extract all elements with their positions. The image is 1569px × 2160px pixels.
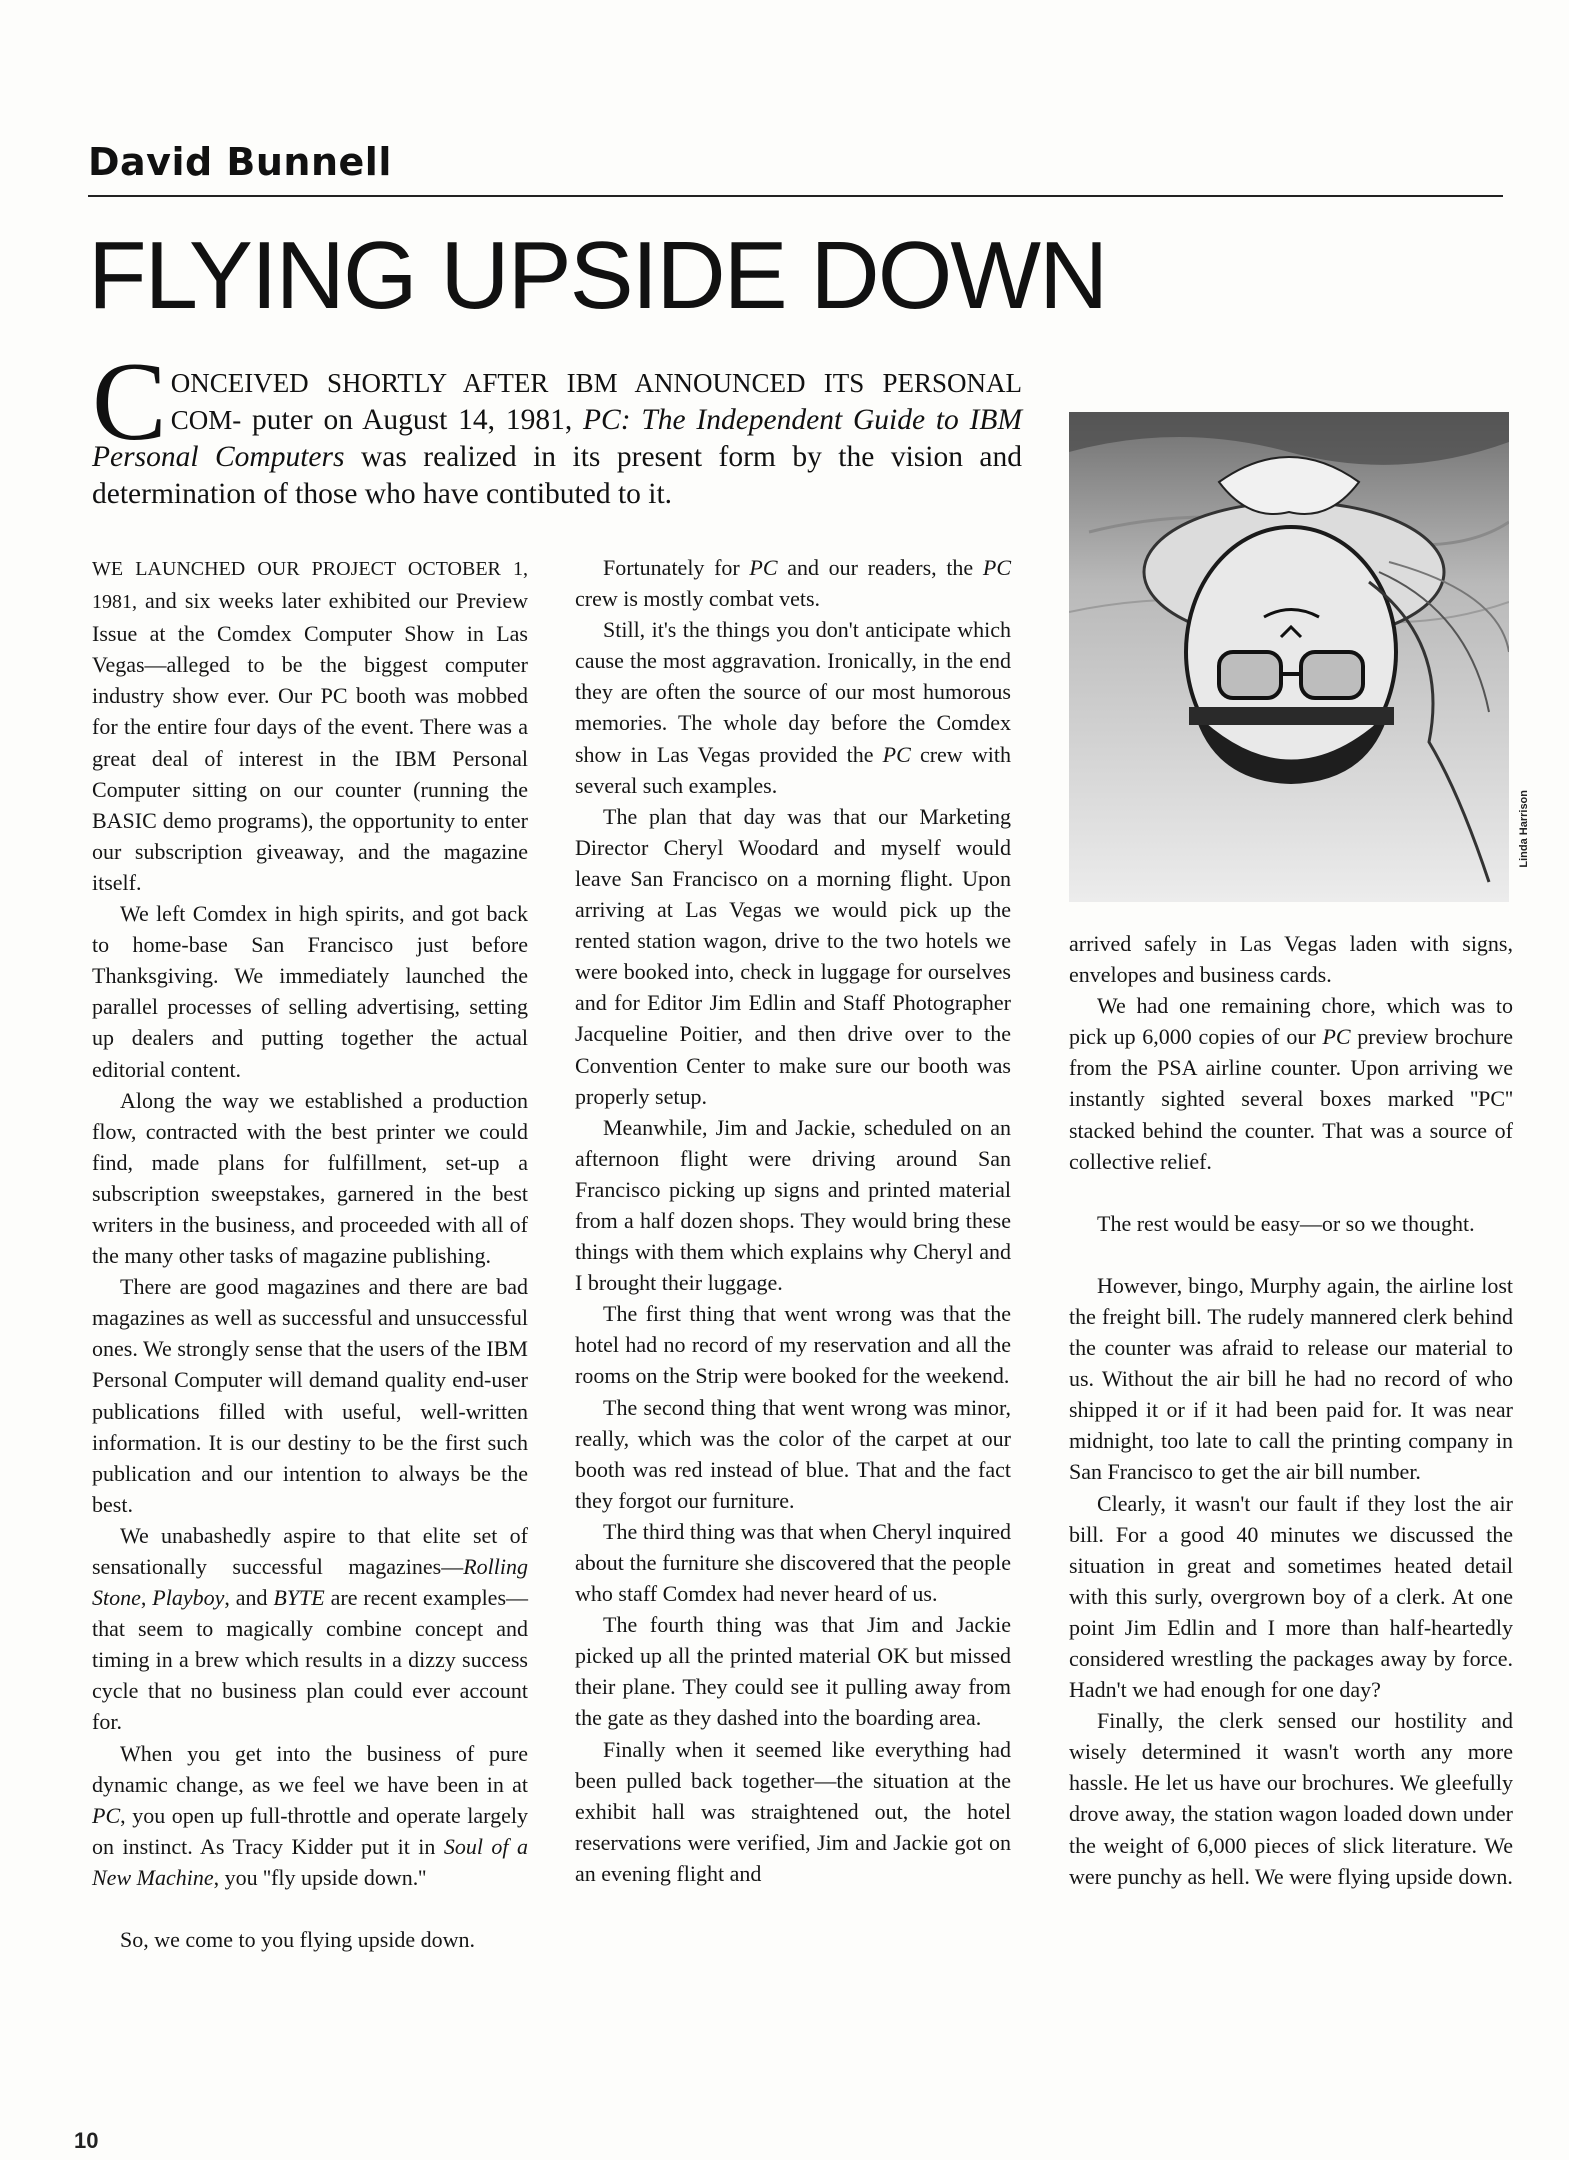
illustration-credit: Linda Harrison <box>1518 790 1530 868</box>
paragraph: The rest would be easy—or so we thought. <box>1097 1210 1475 1236</box>
paragraph: The second thing that went wrong was minor, really, which was the color of the carpet at our booth was red instead of blue. That and the fact they forgot our furniture. <box>575 1394 1011 1513</box>
paragraph: We had one remaining chore, which was to pick up 6,000 copies of our PC preview brochure from the PSA airline counter. Upon arriving we instantly sighted several boxes marked ''PC'' stacked behind the counter. That was a source of collective relief. <box>1069 993 1513 1174</box>
paragraph: We left Comdex in high spirits, and got back to home-base San Francisco just before Thanksgiving. We immediately launched the parallel processes of selling advertising, setting up dealers and putting together the actual editorial content. <box>92 901 528 1082</box>
author-byline: David Bunnell <box>88 140 392 184</box>
paragraph: There are good magazines and there are bad magazines as well as successful and unsuccessful ones. We strongly sense that the users of the IBM Personal Computer will demand quality end-user publications filled with useful, well-written information. It is our destiny to be the first such publication and our intention to always be the best. <box>92 1274 528 1517</box>
paragraph: So, we come to you flying upside down. <box>120 1927 476 1953</box>
article-title: FLYING UPSIDE DOWN <box>88 222 1107 329</box>
deck-lead-caps: ONCEIVED SHORTLY AFTER IBM ANNOUNCED ITS PERSONAL COM- <box>170 368 1022 435</box>
paragraph: Clearly, it wasn't our fault if they lost the air bill. For a good 40 minutes we discussed the situation in great and sometimes heated detail with this surly, overgrown boy of a clerk. At one point Jim Edlin and I more than half-heartedly considered wrestling the packages away by force. Hadn't we had enough for one day? <box>1069 1490 1513 1703</box>
column-2 <box>575 552 1011 2112</box>
column-lead-caps: WE LAUNCHED OUR PROJECT OCTOBER 1, 1981, <box>92 558 528 614</box>
paragraph: Still, it's the things you don't anticipate which cause the most aggravation. Ironically, in the end they are often the source of our most humorous memories. The whole day before the Comdex show in Las Vegas provided the PC crew with several such examples. <box>575 617 1011 798</box>
paragraph: The plan that day was that our Marketing Director Cheryl Woodard and myself would leave San Francisco on a morning flight. Upon arriving at Las Vegas we would pick up the rented station wagon, drive to the two hotels we were booked into, check in luggage for ourselves and for Editor Jim Edlin and Staff Photographer Jacqueline Poitier, and then drive over to the Convention Center to make sure our booth was properly setup. <box>575 803 1011 1109</box>
deck-text-2: was realized in its present form by the vision and determination of those who have contibuted to it. <box>92 441 1023 510</box>
page-number: 10 <box>74 2128 99 2153</box>
paragraph: Along the way we established a production flow, contracted with the best printer we could find, made plans for fulfillment, set-up a subscription sweepstakes, garnered in the best writers in the business, and proceeded with all of the many other tasks of magazine publishing. <box>92 1087 528 1269</box>
paragraph: Fortunately for PC and our readers, the PC crew is mostly combat vets. <box>575 555 1011 612</box>
drop-cap: C <box>92 340 167 464</box>
paragraph: When you get into the business of pure dynamic change, as we feel we have been in at PC, you open up full-throttle and operate largely on instinct. As Tracy Kidder put it in Soul of a New Machine, you ''fly upside down.'' <box>92 1740 528 1890</box>
deck-magazine-title: PC: The Independent Guide to IBM Personal Computers <box>92 404 1023 473</box>
column-1 <box>92 552 528 2112</box>
article-deck <box>92 340 1023 513</box>
paragraph: Finally, the clerk sensed our hostility and wisely determined it wasn't worth any more hassle. He let us have our brochures. We gleefully drove away, the station wagon loaded down under the weight of 6,000 pieces of slick literature. We were punchy as hell. We were flying upside down. <box>1069 1708 1513 1889</box>
deck-text-1: puter on August 14, 1981, <box>252 404 583 436</box>
paragraph: WE LAUNCHED OUR PROJECT OCTOBER 1, 1981, and six weeks later exhibited our Preview Issue at the Comdex Computer Show in Las Vegas—alleged to be the biggest computer industry show ever. Our PC booth was mobbed for the entire four days of the event. There was a great deal of interest in the IBM Personal Computer sitting on our counter (running the BASIC demo programs), the opportunity to enter our subscription giveaway, and the magazine itself. <box>92 558 528 895</box>
paragraph: We unabashedly aspire to that elite set of sensationally successful magazines—Rolling Stone, Playboy, and BYTE are recent examples—that seem to magically combine concept and timing in a brew which results in a dizzy success cycle that no business plan could ever account for. <box>92 1522 529 1735</box>
column-3 <box>1069 928 1513 2108</box>
upside-down-pilot-illustration <box>1069 412 1509 902</box>
paragraph: arrived safely in Las Vegas laden with signs, envelopes and business cards. <box>1069 931 1513 988</box>
header-rule <box>88 195 1503 197</box>
paragraph: Meanwhile, Jim and Jackie, scheduled on an afternoon flight were driving around San Francisco picking up signs and printed material from a half dozen shops. They would bring these things with them which explains why Cheryl and I brought their luggage. <box>575 1114 1011 1296</box>
paragraph: The fourth thing was that Jim and Jackie picked up all the printed material OK but missed their plane. They could see it pulling away from the gate as they dashed into the boarding area. <box>575 1612 1011 1731</box>
paragraph: The first thing that went wrong was that the hotel had no record of my reservation and all the rooms on the Strip were booked for the weekend. <box>575 1301 1011 1389</box>
paragraph: The third thing was that when Cheryl inquired about the furniture she discovered that the people who staff Comdex had never heard of us. <box>575 1518 1011 1607</box>
paragraph: However, bingo, Murphy again, the airline lost the freight bill. The rudely mannered clerk behind the counter was afraid to release our material to us. Without the air bill he had no record of who shipped it or if it had been paid for. It was near midnight, too late to call the printing company in San Francisco to get the air bill number. <box>1069 1272 1513 1485</box>
paragraph: Finally when it seemed like everything had been pulled back together—the situation at the exhibit hall was straightened out, the hotel reservations were verified, Jim and Jackie got on an evening flight and <box>575 1736 1011 1886</box>
